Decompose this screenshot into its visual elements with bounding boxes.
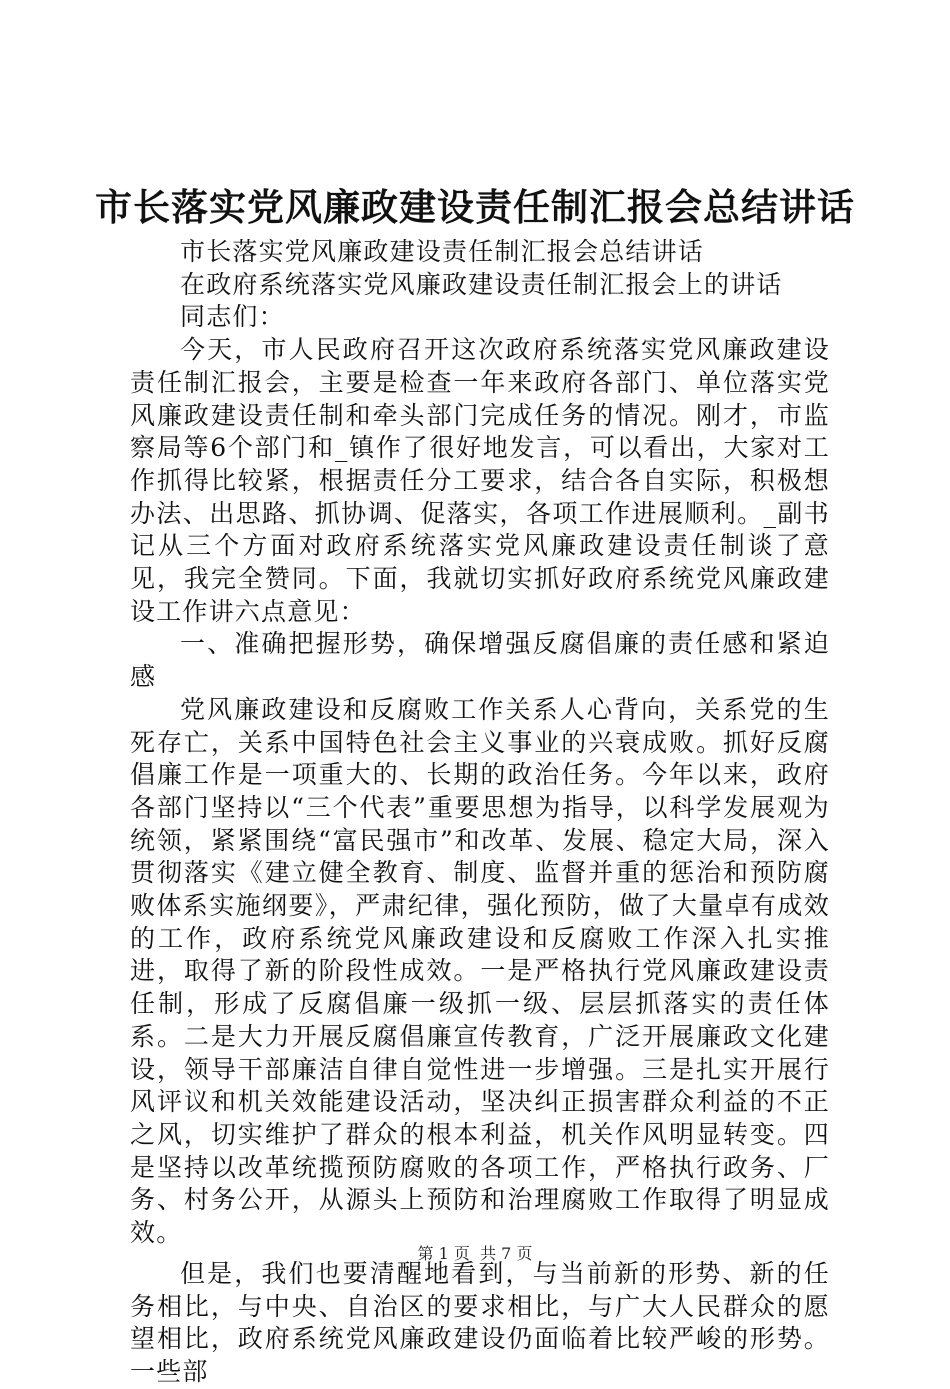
page-number: 第 1 页 共 7 页 [417, 1244, 533, 1263]
paragraph-heading-1: 一、准确把握形势，确保增强反腐倡廉的责任感和紧迫感 [130, 629, 830, 692]
paragraph-situation: 党风廉政建设和反腐败工作关系人心背向，关系党的生死存亡，关系中国特色社会主义事业的兴衰成败。抓好反腐倡廉工作是一项重大的、长期的政治任务。今年以来，政府各部门坚持以“三个代表”重要思想为指导，以科学发展观为统领，紧紧围绕“富民强市”和改革、发展、稳定大局，深入贯彻落实《建立健全教育、制度、监督并重的惩治和预防腐败体系实施纲要》，严肃纪律，强化预防，做了大量卓有成效的工作，政府系统党风廉政建设和反腐败工作深入扎实推进，取得了新的阶段性成效。一是严格执行党风廉政建设责任制，形成了反腐倡廉一级抓一级、层层抓落实的责任体系。二是大力开展反腐倡廉宣传教育，广泛开展廉政文化建设，领导干部廉洁自律自觉性进一步增强。三是扎实开展行风评议和机关效能建设活动，坚决纠正损害群众利益的不正之风，切实维护了群众的根本利益，机关作风明显转变。四是坚持以改革统揽预防腐败的各项工作，严格执行政务、厂务、村务公开，从源头上预防和治理腐败工作取得了明显成效。 [130, 694, 830, 1248]
paragraph-however: 但是，我们也要清醒地看到，与当前新的形势、新的任务相比，与中央、自治区的要求相比，与广大人民群众的愿望相比，政府系统党风廉政建设仍面临着比较严峻的形势。一些部 [130, 1258, 830, 1386]
document-body [130, 236, 830, 1389]
paragraph-speech-title: 在政府系统落实党风廉政建设责任制汇报会上的讲话 [180, 269, 783, 299]
paragraph-salutation: 同志们： [180, 302, 285, 332]
document-title: 市长落实党风廉政建设责任制汇报会总结讲话 [95, 185, 855, 229]
paragraph-subtitle: 市长落实党风廉政建设责任制汇报会总结讲话 [180, 237, 705, 266]
paragraph-intro: 今天，市人民政府召开这次政府系统落实党风廉政建设责任制汇报会，主要是检查一年来政府各部门、单位落实党风廉政建设责任制和牵头部门完成任务的情况。刚才，市监察局等6个部门和_镇作了很好地发言，可以看出，大家对工作抓得比较紧，根据责任分工要求，结合各自实际，积极想办法、出思路、抓协调、促落实，各项工作进展顺利。_副书记从三个方面对政府系统落实党风廉政建设责任制谈了意见，我完全赞同。下面，我就切实抓好政府系统党风廉政建设工作讲六点意见： [130, 335, 830, 626]
